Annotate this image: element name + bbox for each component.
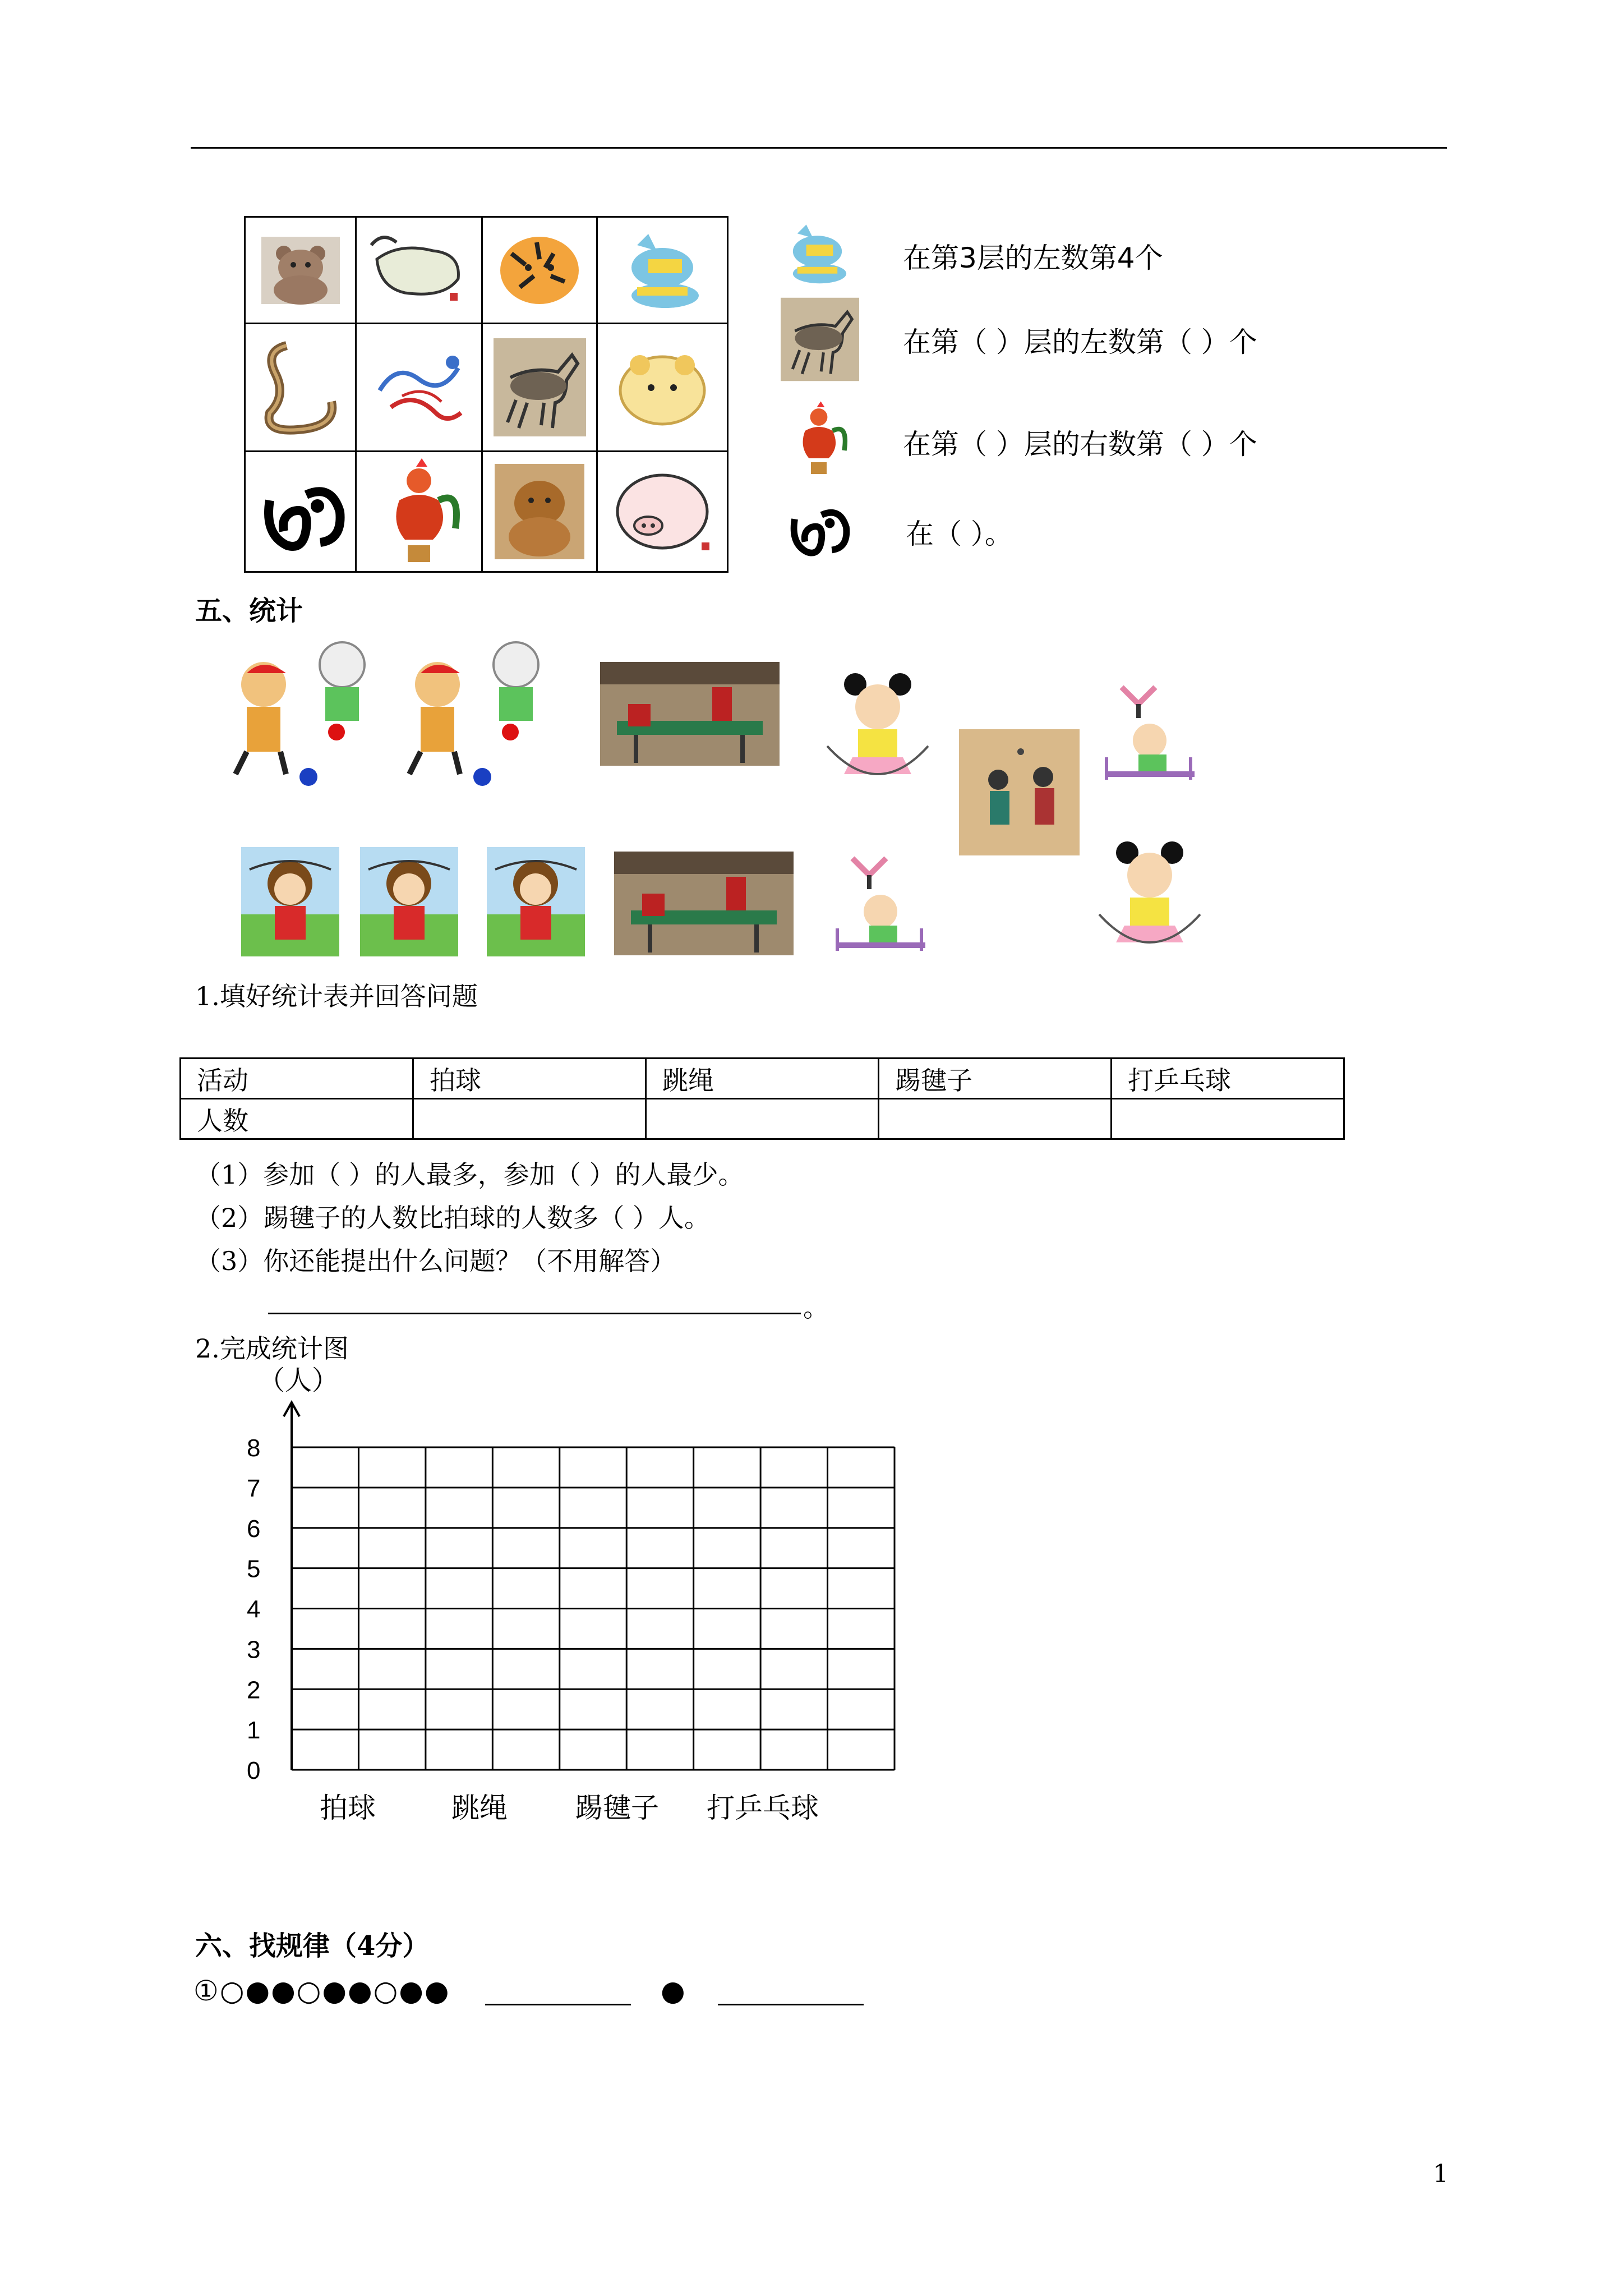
chart-xcats xyxy=(320,1792,819,1824)
pattern-middle-symbol: ● xyxy=(661,1975,685,2007)
animal-grid xyxy=(244,216,728,573)
question-rooster-icon xyxy=(788,399,850,480)
jump-rope-girl-picture xyxy=(822,668,934,793)
answer-cell[interactable] xyxy=(646,1099,879,1139)
table-header-cell: 跳绳 xyxy=(646,1059,879,1099)
tiger-icon xyxy=(483,218,598,324)
rooster-icon xyxy=(357,452,483,571)
jump-rope-girl-picture xyxy=(1094,836,1206,961)
y-tick-label: 3 xyxy=(247,1636,261,1664)
table-header-cell: 拍球 xyxy=(413,1059,646,1099)
q2-title: 2.完成统计图 xyxy=(195,1333,349,1364)
answer-cell[interactable] xyxy=(413,1099,646,1139)
table-header-row xyxy=(181,1059,1344,1099)
shuttlecock-kids-picture xyxy=(959,729,1080,858)
question-rabbit-icon xyxy=(780,220,855,289)
rope-girl-picture xyxy=(241,847,339,959)
dog-icon xyxy=(483,452,598,571)
question-2-text: 在第（ ）层的左数第（ ）个 xyxy=(903,326,1257,358)
rope-girl-picture xyxy=(360,847,458,959)
ox-icon xyxy=(357,218,483,324)
question-1-text: 在第3层的左数第4个 xyxy=(903,242,1163,274)
pattern-blank-1[interactable] xyxy=(485,2004,631,2005)
ball-kids-picture xyxy=(398,634,566,793)
y-tick-label: 4 xyxy=(247,1595,261,1623)
x-category-label: 拍球 xyxy=(320,1792,376,1824)
x-category-label: 打乒乓球 xyxy=(707,1792,819,1824)
answer-end: 。 xyxy=(803,1292,829,1323)
answer-line[interactable] xyxy=(268,1313,801,1314)
table-header-cell: 踢毽子 xyxy=(879,1059,1112,1099)
y-tick-label: 2 xyxy=(247,1676,261,1704)
question-monkey-icon xyxy=(782,494,852,563)
y-tick-label: 1 xyxy=(247,1717,261,1745)
q1-title: 1.填好统计表并回答问题 xyxy=(195,981,478,1011)
answer-cell[interactable] xyxy=(879,1099,1112,1139)
kicking-shuttlecock-picture xyxy=(830,847,931,967)
y-tick-label: 6 xyxy=(247,1515,261,1543)
table-row xyxy=(181,1099,1344,1139)
header-rule xyxy=(191,147,1447,149)
y-tick-label: 8 xyxy=(247,1434,261,1462)
question-3: （3）你还能提出什么问题？（不用解答） xyxy=(195,1246,676,1276)
pig-icon xyxy=(598,452,727,571)
question-1: （1）参加（ ）的人最多，参加（ ）的人最少。 xyxy=(195,1159,744,1190)
y-tick-label: 7 xyxy=(247,1474,261,1502)
y-tick-label: 0 xyxy=(247,1757,261,1784)
rope-girl-picture xyxy=(487,847,585,959)
question-4-text: 在（ ）。 xyxy=(906,518,1013,550)
section5-heading: 五、统计 xyxy=(195,595,303,627)
y-tick-label: 5 xyxy=(247,1555,261,1583)
table-tennis-picture xyxy=(600,662,780,768)
horse-icon xyxy=(483,324,598,452)
question-3-text: 在第（ ）层的右数第（ ）个 xyxy=(903,428,1257,461)
monkey-icon xyxy=(246,452,357,571)
question-2: （2）踢毽子的人数比拍球的人数多（ ）人。 xyxy=(195,1203,710,1233)
kicking-shuttlecock-picture xyxy=(1099,682,1200,790)
page-number: 1 xyxy=(1433,2160,1449,2188)
question-horse-icon xyxy=(781,297,859,384)
section6-heading: 六、找规律（4分） xyxy=(195,1930,430,1962)
dragon-icon xyxy=(357,324,483,452)
bear-icon xyxy=(246,218,357,324)
answer-cell[interactable] xyxy=(1112,1099,1344,1139)
chart-ylabel: （人） xyxy=(258,1366,339,1396)
pattern-blank-2[interactable] xyxy=(718,2004,864,2005)
table-header-cell: 活动 xyxy=(181,1059,413,1099)
x-category-label: 踢毽子 xyxy=(575,1792,659,1824)
table-tennis-picture xyxy=(614,852,794,958)
snake-icon xyxy=(246,324,357,452)
chart-yticks xyxy=(247,1434,260,1784)
pattern-sequence: ①○●●○●●○●● xyxy=(193,1975,450,2007)
ball-kids-picture xyxy=(224,634,393,793)
sheep-icon xyxy=(598,324,727,452)
x-category-label: 跳绳 xyxy=(451,1792,508,1824)
table-header-cell: 打乒乓球 xyxy=(1112,1059,1344,1099)
table-row-label: 人数 xyxy=(181,1099,413,1139)
rabbit-icon xyxy=(598,218,727,324)
statistics-chart xyxy=(236,1358,909,1840)
chart-grid xyxy=(284,1402,895,1770)
stat-table xyxy=(179,1057,1345,1140)
